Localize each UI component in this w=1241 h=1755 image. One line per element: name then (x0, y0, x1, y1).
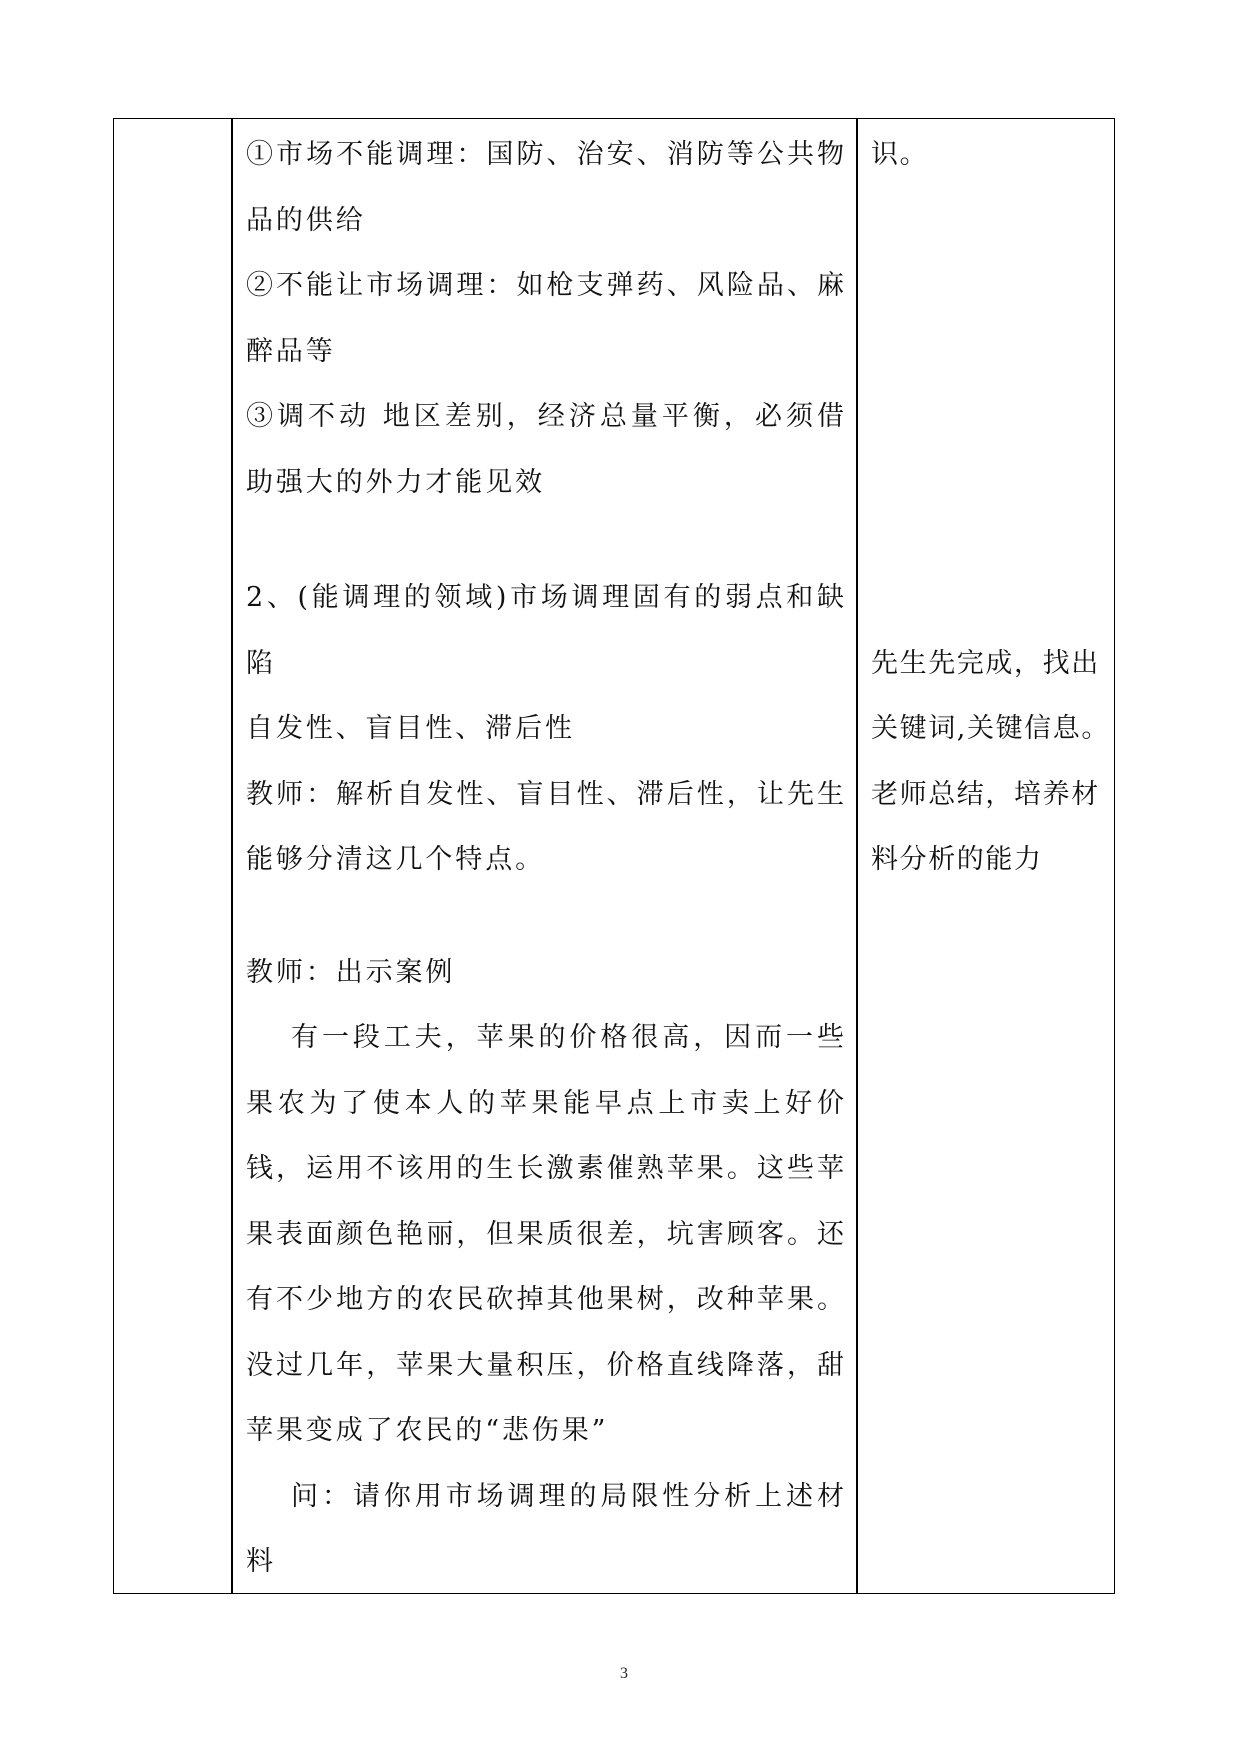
content-line: 钱，运用不该用的生长激素催熟苹果。这些苹 (246, 1153, 844, 1184)
content-line: 没过几年，苹果大量积压，价格直线降落，甜 (246, 1349, 844, 1381)
notes-line: 料分析的能力 (871, 844, 1043, 875)
content-line: 果农为了使本人的苹果能早点上市卖上好价 (246, 1087, 844, 1119)
content-line: 果表面颜色艳丽，但果质很差，坑害顾客。还 (246, 1218, 844, 1250)
notes-line: 先生先完成，找出 (871, 647, 1100, 679)
table-column-divider (231, 118, 233, 1594)
content-line: 料 (246, 1546, 276, 1577)
content-line: 有不少地方的农民砍掉其他果树，改种苹果。 (246, 1284, 844, 1315)
content-line: 苹果变成了农民的“悲伤果” (246, 1415, 609, 1446)
content-line: 醉品等 (246, 335, 336, 367)
content-cell (246, 122, 844, 1595)
empty-cell (115, 120, 230, 1592)
content-line: 自发性、盲目性、滞后性 (246, 713, 575, 744)
content-line: 能够分清这几个特点。 (246, 844, 545, 875)
content-line: 教师：解析自发性、盲目性、滞后性，让先生 (246, 778, 844, 810)
paragraph-gap (246, 515, 844, 565)
content-line: 助强大的外力才能见效 (246, 466, 545, 498)
content-line: ②不能让市场调理：如枪支弹药、风险品、麻 (246, 270, 844, 301)
notes-line: 识。 (871, 139, 929, 170)
notes-line: 关键词,关键信息。 (871, 713, 1110, 744)
content-line: 2、(能调理的领域)市场调理固有的弱点和缺 (246, 582, 844, 613)
content-line: 品的供给 (246, 204, 366, 236)
page-number: 3 (620, 1665, 628, 1682)
content-line: 教师：出示案例 (246, 956, 456, 988)
notes-line: 老师总结，培养材 (871, 778, 1100, 810)
paragraph-gap (246, 893, 844, 940)
notes-gap (871, 188, 1113, 631)
content-line: 陷 (246, 647, 276, 679)
content-line: 问：请你用市场调理的局限性分析上述材 (291, 1480, 844, 1512)
content-line: ③调不动 地区差别，经济总量平衡，必须借 (246, 401, 844, 432)
content-line: 有一段工夫，苹果的价格很高，因而一些 (291, 1022, 844, 1053)
content-line: ①市场不能调理：国防、治安、消防等公共物 (246, 139, 844, 170)
table-column-divider (856, 118, 858, 1594)
notes-cell (871, 122, 1113, 893)
